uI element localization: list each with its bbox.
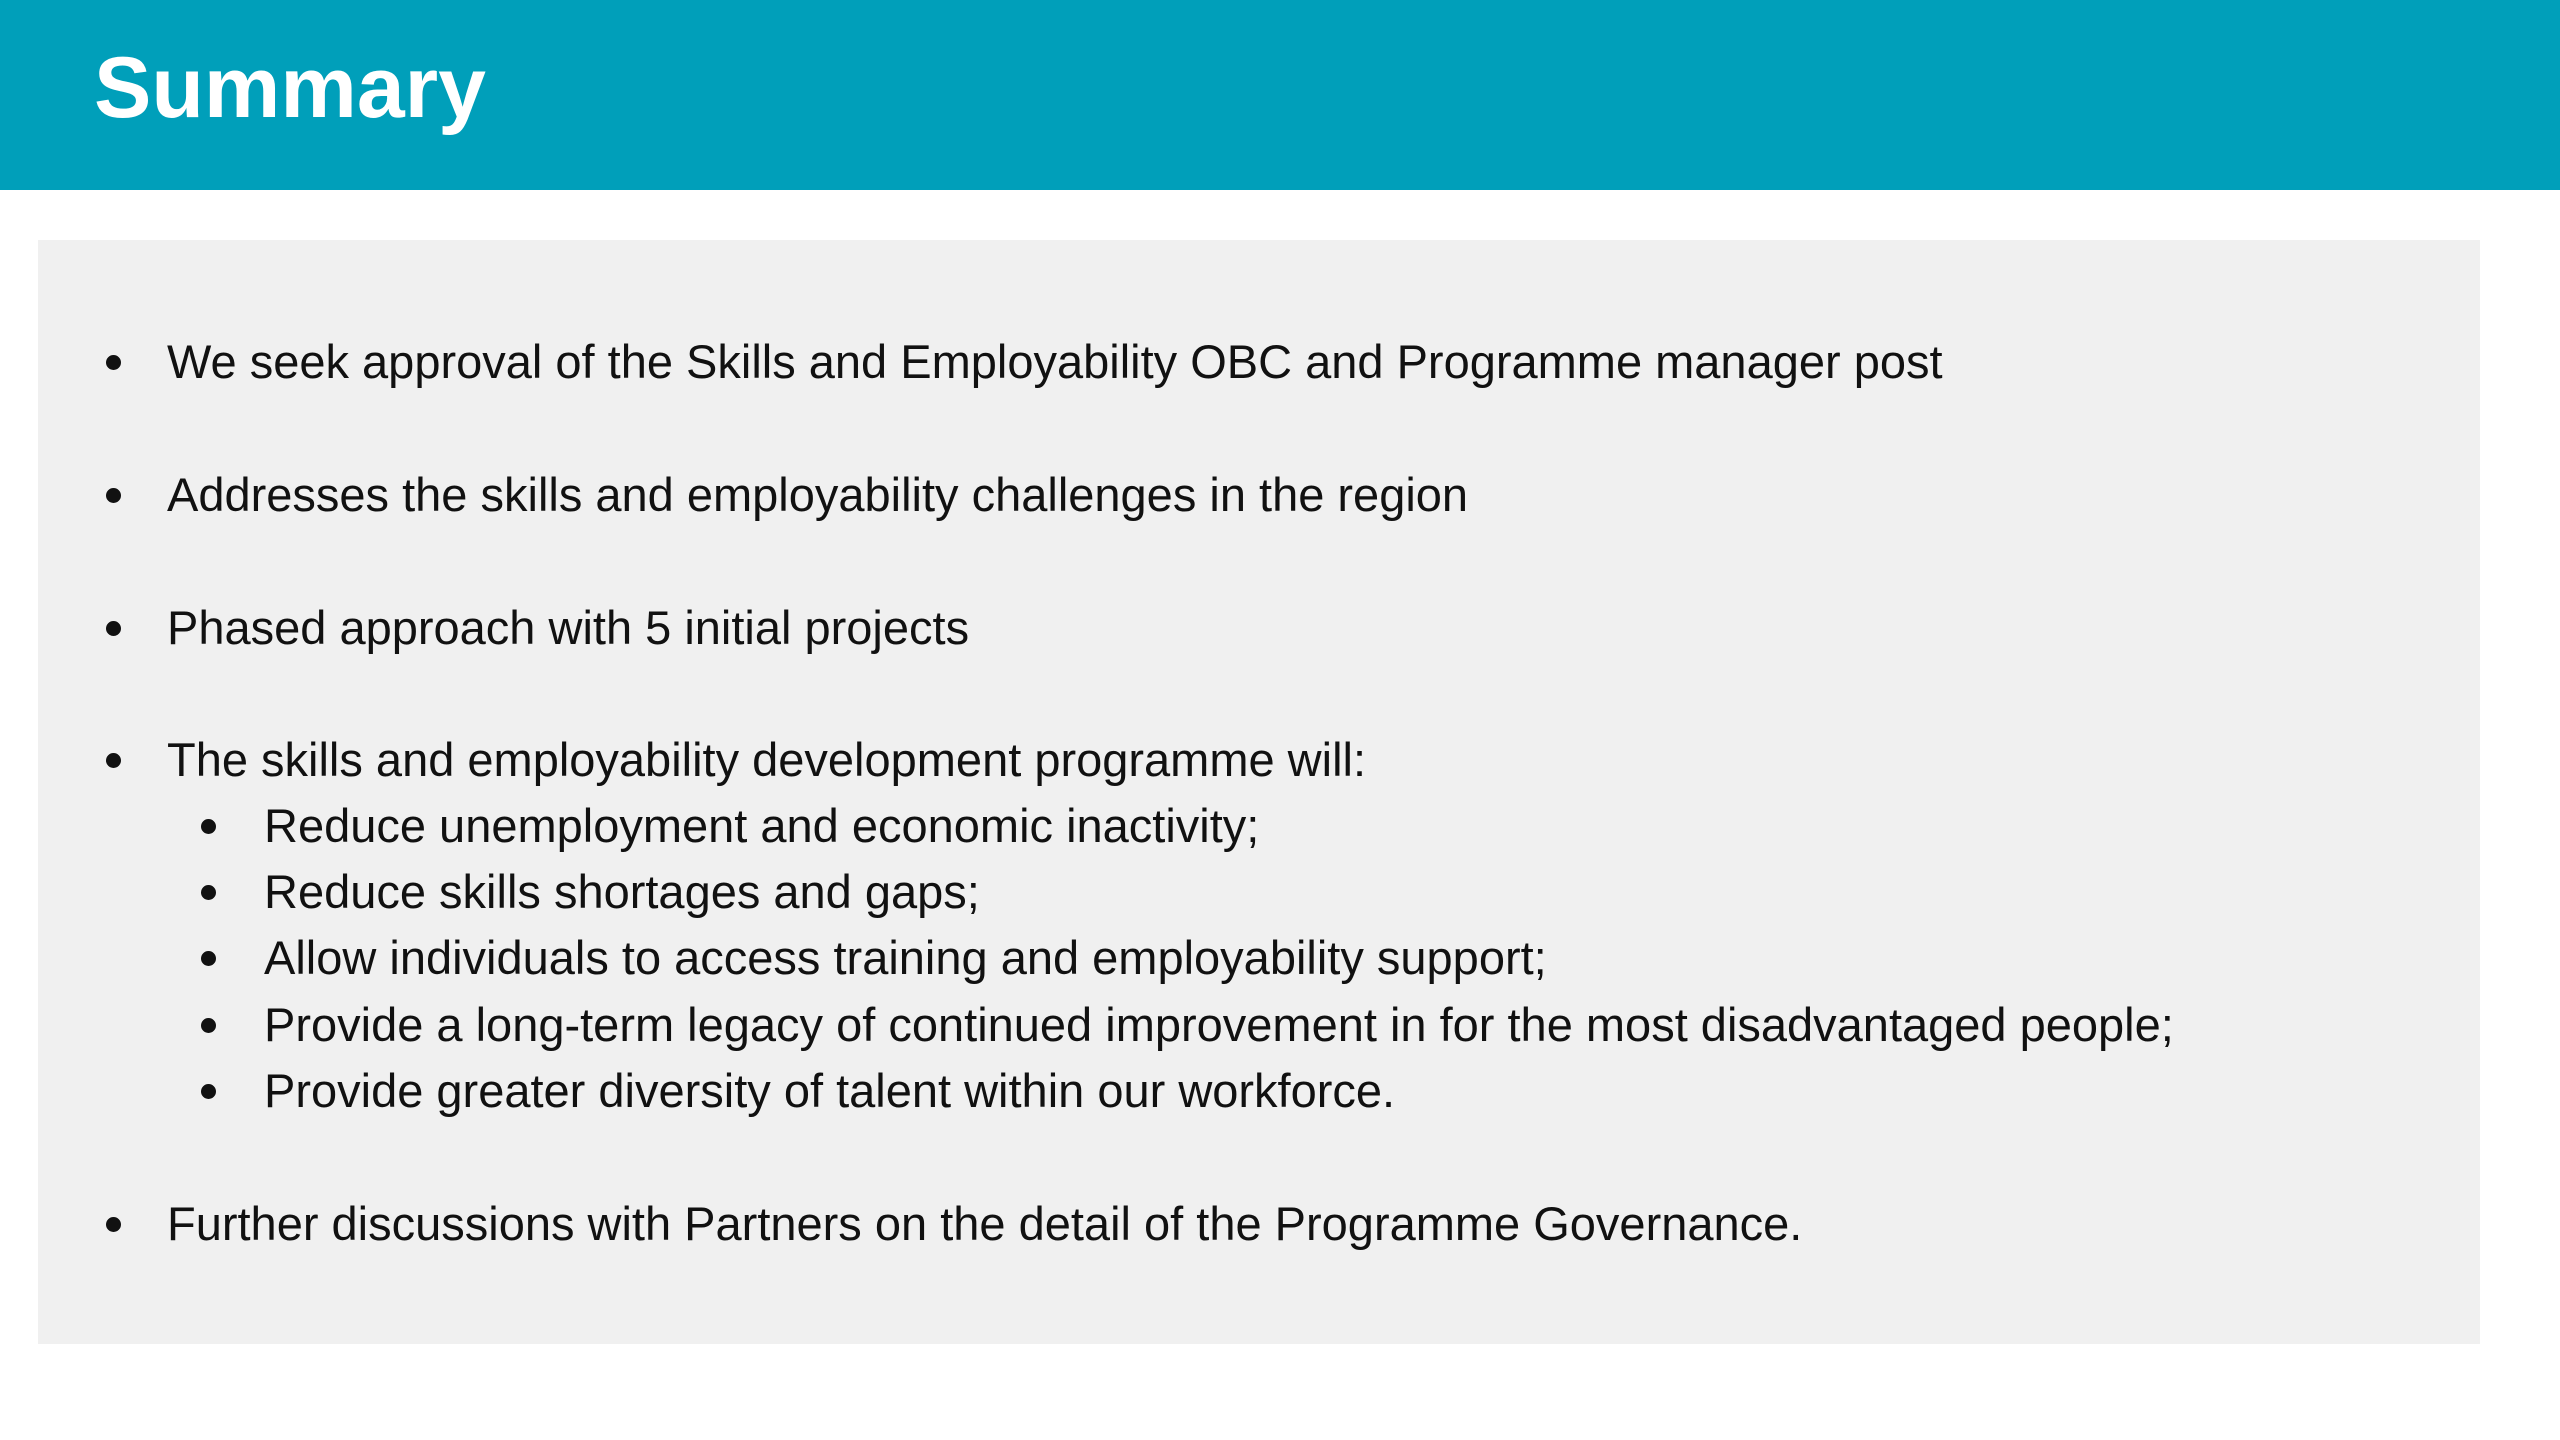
bullet-icon <box>201 885 216 900</box>
summary-sub-point-text: Reduce unemployment and economic inactivity; <box>264 799 1260 852</box>
summary-point-text: We seek approval of the Skills and Employability OBC and Programme manager post <box>167 335 1943 388</box>
bullet-icon <box>106 488 121 503</box>
bullet-icon <box>106 621 121 636</box>
summary-sub-point <box>264 862 980 922</box>
summary-point <box>167 1194 1802 1254</box>
summary-sub-point <box>264 995 2174 1055</box>
summary-point <box>167 332 1943 392</box>
summary-sub-point-text: Provide greater diversity of talent within our workforce. <box>264 1064 1396 1117</box>
summary-point-text: The skills and employability development programme will: <box>167 733 1367 786</box>
summary-point <box>167 465 1468 525</box>
bullet-icon <box>106 1217 121 1232</box>
summary-sub-point-text: Allow individuals to access training and employability support; <box>264 931 1547 984</box>
summary-sub-point <box>264 928 1547 988</box>
summary-sub-point-text: Provide a long-term legacy of continued improvement in for the most disadvantaged people; <box>264 998 2174 1051</box>
bullet-icon <box>201 951 216 966</box>
title-bar <box>0 0 2560 190</box>
summary-sub-point <box>264 796 1259 856</box>
summary-content-panel <box>38 240 2480 1344</box>
bullet-icon <box>106 753 121 768</box>
slide-title: Summary <box>94 40 486 136</box>
summary-sub-point-text: Reduce skills shortages and gaps; <box>264 865 980 918</box>
bullet-icon <box>201 1018 216 1033</box>
summary-point-text: Further discussions with Partners on the detail of the Programme Governance. <box>167 1197 1803 1250</box>
summary-point-text: Phased approach with 5 initial projects <box>167 601 970 654</box>
bullet-icon <box>201 819 216 834</box>
bullet-icon <box>106 355 121 370</box>
summary-point <box>167 598 969 658</box>
summary-point <box>167 730 1366 790</box>
summary-sub-point <box>264 1061 1395 1121</box>
bullet-icon <box>201 1084 216 1099</box>
summary-point-text: Addresses the skills and employability challenges in the region <box>167 468 1469 521</box>
